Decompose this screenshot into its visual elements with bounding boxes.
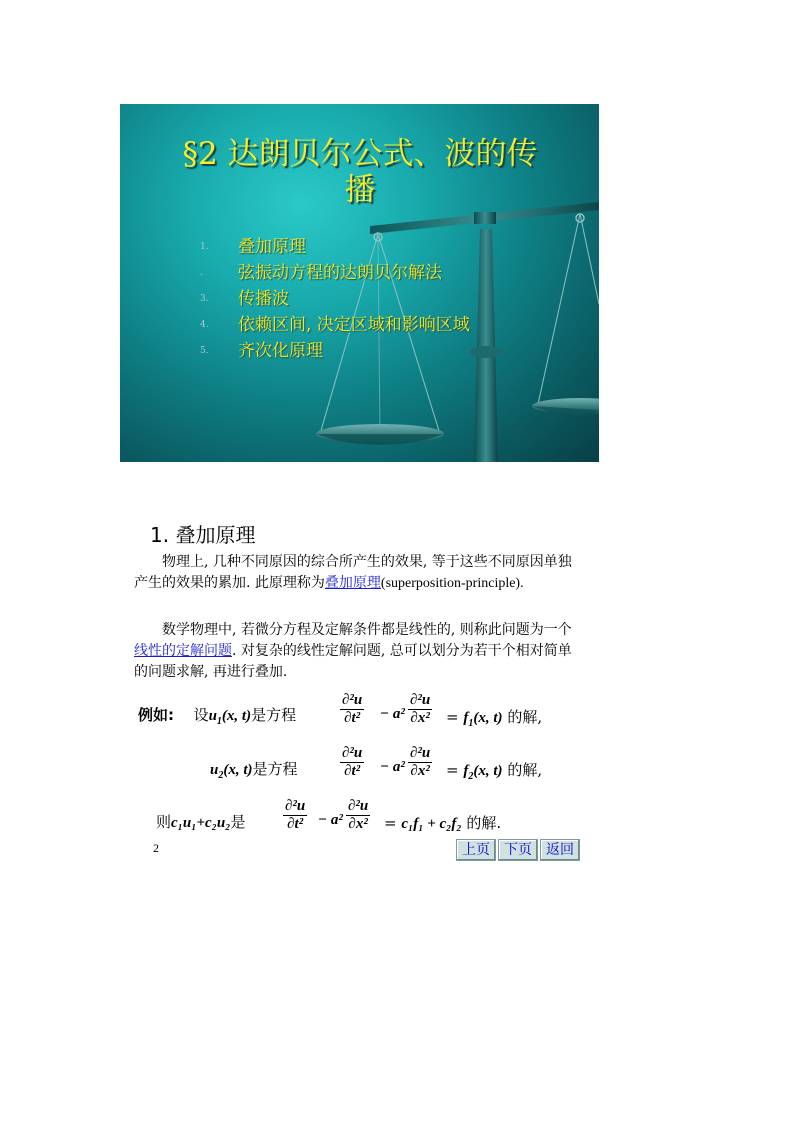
frac-denominator: ∂t² [344, 763, 361, 779]
frac-numerator: ∂²u [410, 692, 431, 708]
eq-equals: = [446, 708, 459, 726]
frac-numerator: ∂²u [285, 798, 306, 814]
eq-sub: 1 [216, 716, 222, 727]
prev-page-button[interactable]: 上页 [456, 839, 496, 861]
paragraph-text: 物理上, 几种不同原因的综合所产生的效果, 等于这些不同原因单独产生的效果的累加. 此原理称为 [134, 554, 572, 591]
linear-problem-link[interactable]: 线性的定解问题 [134, 643, 232, 659]
eq-sub: 2 [468, 771, 474, 782]
minus-a2: − a² [318, 812, 343, 828]
fraction-d2u-dx2 [408, 692, 432, 727]
equation-3-rhs [384, 812, 501, 833]
paragraph-math [134, 620, 584, 683]
next-page-button[interactable]: 下页 [498, 839, 538, 861]
eq-text: 的解. [466, 814, 502, 832]
example-label: 例如: [138, 706, 174, 724]
equation-1-rhs [446, 706, 542, 729]
eq-equals: = [384, 814, 397, 832]
equation-2 [210, 758, 298, 781]
list-item-label: 齐次化原理 [238, 341, 323, 361]
list-item-number: 4. [200, 320, 209, 330]
frac-numerator: ∂²u [348, 798, 369, 814]
eq-text: 是方程 [251, 706, 297, 724]
eq-sub: 2 [218, 770, 224, 781]
eq-var: u [210, 762, 219, 778]
superposition-link[interactable]: 叠加原理 [324, 575, 381, 591]
slide-title-line1: §2 达朗贝尔公式、波的传 [182, 136, 538, 172]
eq-args: (x, t) [473, 710, 503, 726]
eq-args: (x, t) [473, 763, 503, 779]
list-item-label: 传播波 [238, 289, 289, 309]
frac-numerator: ∂²u [342, 745, 363, 761]
paragraph-text: 数学物理中, 若微分方程及定解条件都是线性的, 则称此问题为一个 [162, 622, 572, 638]
paragraph-text: (superposition-principle). [380, 576, 524, 591]
frac-numerator: ∂²u [410, 745, 431, 761]
back-button[interactable]: 返回 [540, 839, 580, 861]
eq-sub: 1 [468, 718, 474, 729]
eq-rhs: f [463, 763, 469, 779]
fraction-d2u-dt2 [340, 692, 364, 727]
list-item-number: 5. [200, 346, 209, 356]
slide-title-page [120, 104, 599, 462]
eq-text: 的解, [507, 761, 543, 779]
fraction-d2u-dx2 [346, 798, 370, 833]
fraction-d2u-dt2 [340, 745, 364, 780]
eq-args: (x, t) [223, 762, 253, 778]
list-item-number: 3. [200, 294, 209, 304]
eq-text: 的解, [507, 708, 543, 726]
list-item-number: 1. [200, 242, 209, 252]
equation-2-rhs [446, 759, 542, 782]
eq-text: 设 [193, 706, 209, 724]
eq-var: u [208, 708, 217, 724]
fraction-d2u-dt2 [283, 798, 307, 833]
eq-text: 则 [156, 813, 172, 831]
equation-1 [138, 704, 296, 727]
frac-denominator: ∂x² [410, 763, 430, 779]
frac-denominator: ∂t² [344, 710, 361, 726]
list-item-label: 弦振动方程的达朗贝尔解法 [238, 263, 442, 283]
paragraph-physics [134, 552, 584, 594]
frac-numerator: ∂²u [342, 692, 363, 708]
slide-title [150, 136, 570, 208]
paragraph-text: . 对复杂的线性定解问题, 总可以划分为若干个相对简单的问题求解, 再进行叠加. [134, 643, 572, 680]
eq-equals: = [446, 761, 459, 779]
frac-denominator: ∂x² [410, 710, 430, 726]
frac-denominator: ∂x² [348, 816, 368, 832]
eq-combo: c₁u₁+c₂u₂ [171, 815, 231, 831]
eq-args: (x, t) [221, 708, 252, 724]
list-item-label: 叠加原理 [238, 237, 306, 257]
equation-3 [156, 811, 246, 832]
eq-text: 是方程 [252, 760, 298, 778]
eq-rhs: f [463, 710, 469, 726]
minus-a2: − a² [380, 759, 405, 775]
list-item-number: . [200, 268, 203, 278]
slide-title-line2: 播 [344, 172, 376, 208]
frac-denominator: ∂t² [287, 816, 304, 832]
eq-text: 是 [230, 813, 246, 831]
page-number: 2 [153, 841, 159, 855]
list-item-label: 依赖区间, 决定区域和影响区域 [238, 315, 470, 335]
fraction-d2u-dx2 [408, 745, 432, 780]
minus-a2: − a² [380, 706, 405, 722]
eq-rhs: c₁f₁ + c₂f₂ [401, 816, 462, 832]
section-title: 1. 叠加原理 [150, 523, 256, 547]
